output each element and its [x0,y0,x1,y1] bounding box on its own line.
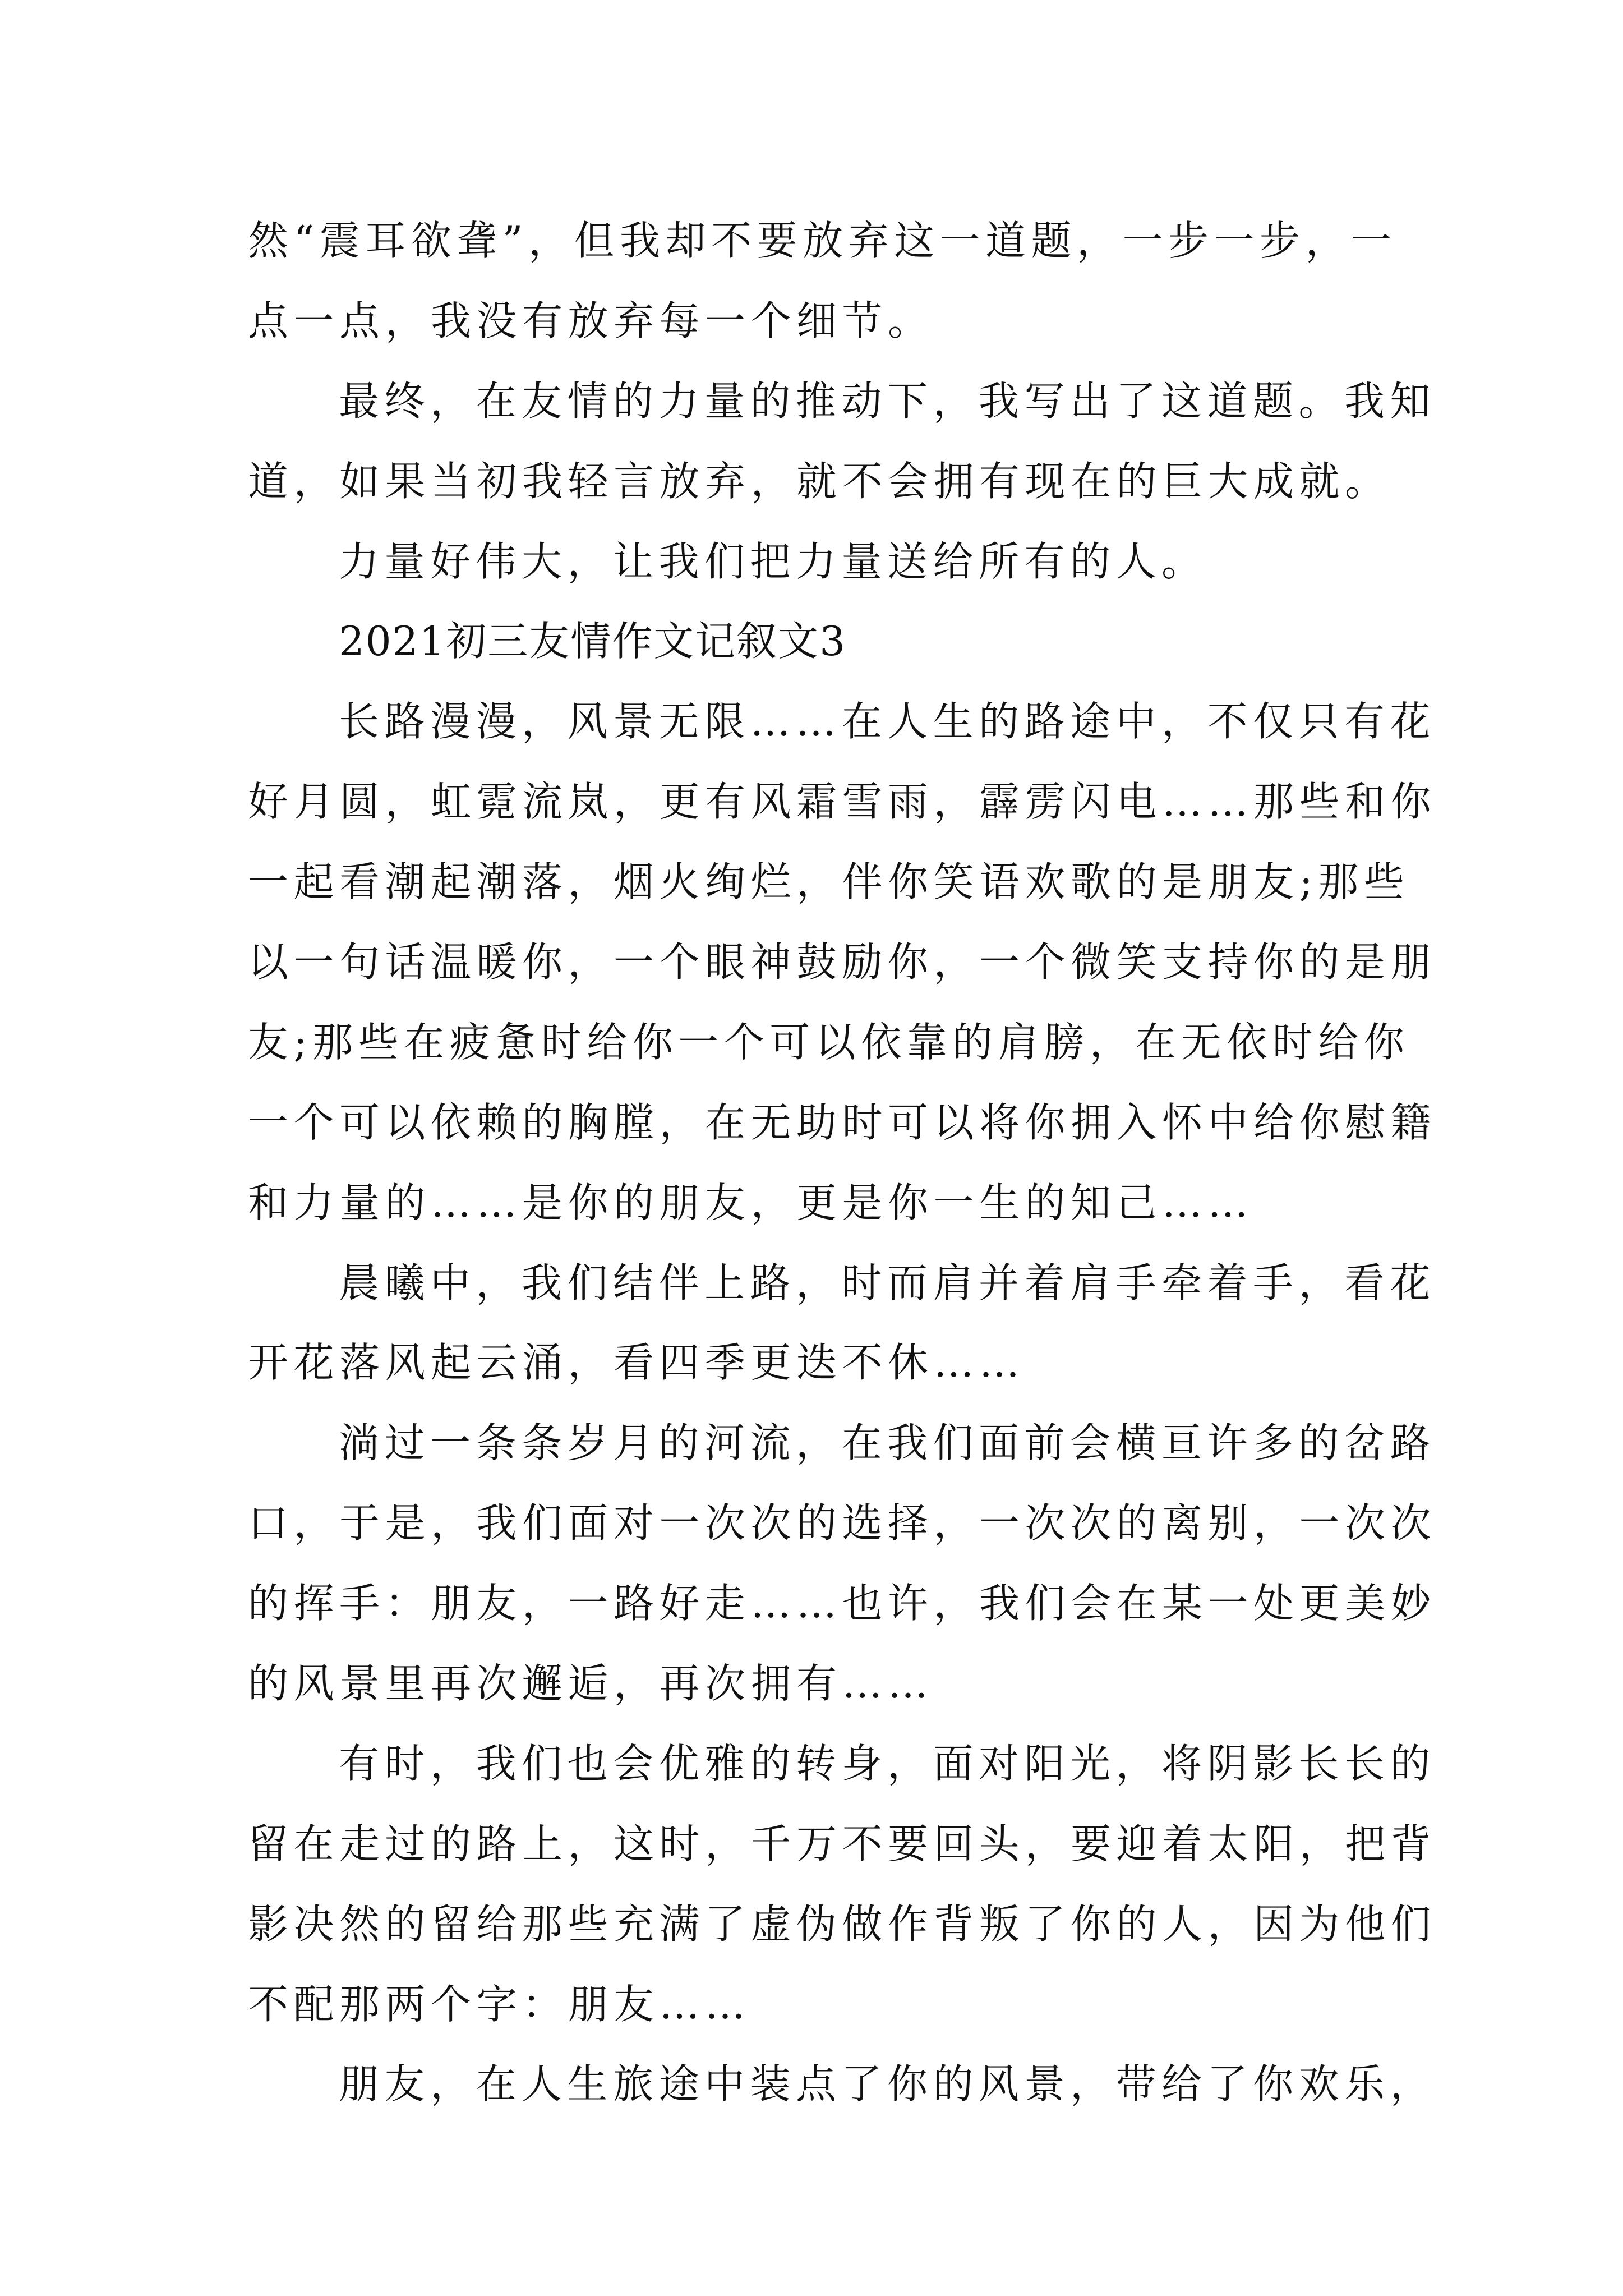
text-line: 口，于是，我们面对一次次的选择，一次次的离别，一次次 [248,1499,1437,1547]
paragraph-start-line: 晨曦中，我们结伴上路，时而肩并着肩手牵着手，看花 [339,1259,1436,1306]
body-text [248,201,1437,2124]
text-line: 一起看潮起潮落，烟火绚烂，伴你笑语欢歌的是朋友;那些 [248,858,1410,906]
text-line: 一个可以依赖的胸膛，在无助时可以将你拥入怀中给你慰籍 [248,1098,1437,1146]
text-line: 留在走过的路上，这时，千万不要回头，要迎着太阳，把背 [248,1820,1437,1867]
text-line: 的挥手：朋友，一路好走……也许，我们会在某一处更美妙 [248,1580,1437,1627]
text-line: 和力量的……是你的朋友，更是你一生的知己…… [248,1179,1254,1226]
text-line: 友;那些在疲惫时给你一个可以依靠的肩膀，在无依时给你 [248,1018,1410,1066]
text-line: 以一句话温暖你，一个眼神鼓励你，一个微笑支持你的是朋 [248,938,1437,986]
text-line: 开花落风起云涌，看四季更迭不休…… [248,1339,1025,1387]
text-line: 影决然的留给那些充满了虚伪做作背叛了你的人，因为他们 [248,1900,1437,1948]
text-line: 的风景里再次邂逅，再次拥有…… [248,1660,934,1708]
text-line: 道，如果当初我轻言放弃，就不会拥有现在的巨大成就。 [248,457,1391,505]
paragraph-start-line: 力量好伟大，让我们把力量送给所有的人。 [339,537,1207,585]
paragraph-start-line: 有时，我们也会优雅的转身，面对阳光，将阴影长长的 [339,1740,1436,1787]
text-line: 好月圆，虹霓流岚，更有风霜雪雨，霹雳闪电……那些和你 [248,778,1437,826]
text-line: 不配那两个字：朋友…… [248,1980,751,2028]
text-line: 然“震耳欲聋”，但我却不要放弃这一道题，一步一步，一 [248,217,1397,264]
paragraph-start-line: 朋友，在人生旅途中装点了你的风景，带给了你欢乐， [339,2060,1436,2108]
paragraph-start-line: 最终，在友情的力量的推动下，我写出了这道题。我知 [339,377,1436,425]
paragraph-start-line: 长路漫漫，风景无限……在人生的路途中，不仅只有花 [339,698,1436,746]
text-line: 点一点，我没有放弃每一个细节。 [248,297,934,344]
section-heading: 2021初三友情作文记叙文3 [339,618,847,665]
paragraph-start-line: 淌过一条条岁月的河流，在我们面前会横亘许多的岔路 [339,1419,1436,1467]
